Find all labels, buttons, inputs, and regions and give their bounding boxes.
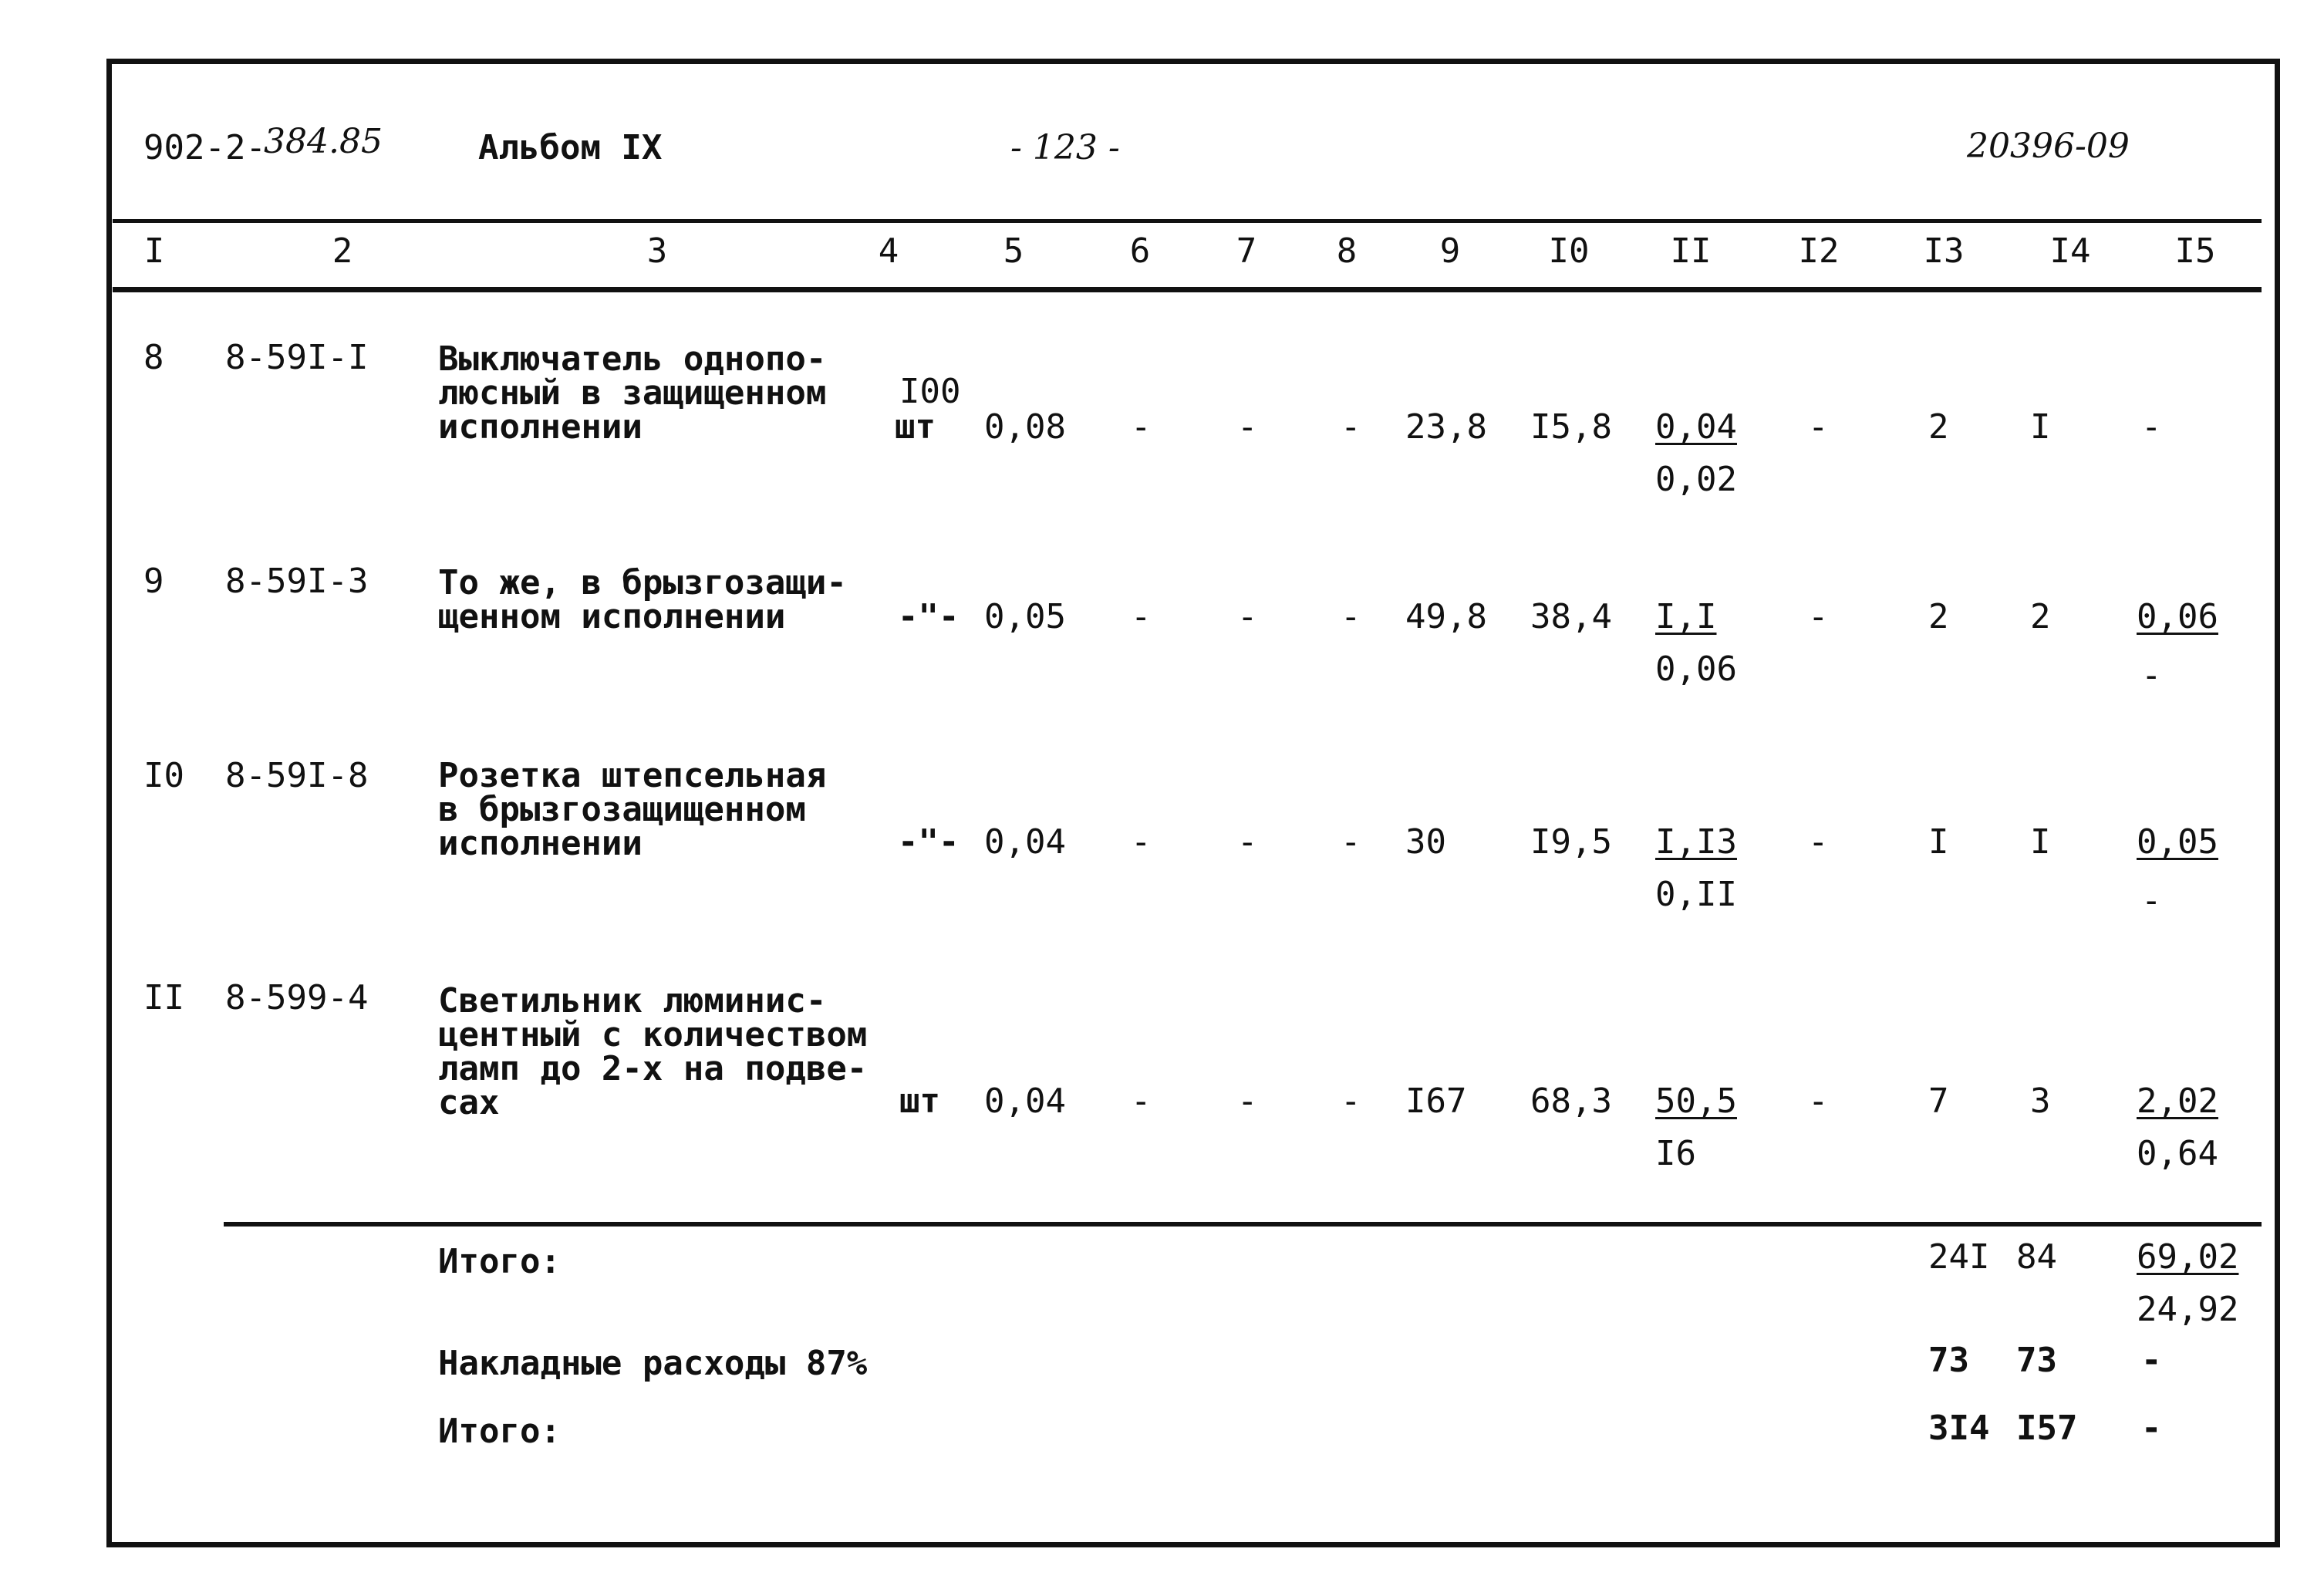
overhead-cell-13: 73 — [1928, 1341, 1969, 1380]
row-cell-10: 38,4 — [1530, 597, 1612, 636]
album-label: Альбом IX — [478, 128, 663, 167]
row-cell-15-bottom: - — [2141, 881, 2162, 920]
row-cell-5: 0,08 — [984, 407, 1066, 447]
row-cell-15-top: 0,06 — [2137, 597, 2218, 636]
row-cell-15-bottom: - — [2141, 656, 2162, 695]
row-unit: шт — [899, 1081, 940, 1121]
column-header: 3 — [646, 231, 668, 271]
totals-cell-15-top: 69,02 — [2137, 1237, 2239, 1277]
column-header: I3 — [1923, 231, 1965, 271]
row-cell-14: I — [2030, 407, 2051, 447]
row-cell-11-top: 0,04 — [1655, 407, 1737, 447]
row-cell-14: 2 — [2030, 597, 2051, 636]
row-cell-7: - — [1237, 407, 1258, 447]
row-cell-15-top: 2,02 — [2137, 1081, 2218, 1121]
overhead-cell-14: 73 — [2016, 1341, 2057, 1380]
row-cell-13: 2 — [1928, 597, 1949, 636]
row-cell-10: I5,8 — [1530, 407, 1612, 447]
row-cell-15-bottom: 0,64 — [2137, 1134, 2218, 1173]
column-header: I5 — [2174, 231, 2216, 271]
row-unit: -"- — [898, 597, 960, 636]
row-cell-12: - — [1808, 597, 1829, 636]
row-number: 9 — [143, 562, 164, 601]
row-cell-8: - — [1341, 1081, 1361, 1121]
grand-total-cell-14: I57 — [2016, 1409, 2078, 1448]
row-number: II — [143, 978, 184, 1017]
row-cell-13: I — [1928, 822, 1949, 862]
row-description: Светильник люминис- центный с количеством ламп до 2-х на подве- сах — [438, 981, 868, 1122]
page-frame — [106, 59, 2280, 1547]
overhead-cell-15: - — [2141, 1341, 2162, 1380]
row-cell-14: I — [2030, 822, 2051, 862]
column-header: 5 — [1003, 231, 1024, 271]
row-cell-13: 2 — [1928, 407, 1949, 447]
overhead-label: Накладные расходы 87% — [438, 1344, 868, 1383]
row-cell-11-bottom: I6 — [1655, 1134, 1696, 1173]
column-header: I — [143, 231, 165, 271]
totals-label: Итого: — [438, 1242, 561, 1281]
row-cell-6: - — [1131, 1081, 1152, 1121]
row-code: 8-59I-3 — [225, 562, 369, 601]
row-cell-5: 0,04 — [984, 822, 1066, 862]
row-code: 8-599-4 — [225, 978, 369, 1017]
row-cell-9: 49,8 — [1405, 597, 1487, 636]
column-header: 9 — [1439, 231, 1461, 271]
row-cell-11-bottom: 0,02 — [1655, 460, 1737, 499]
totals-cell-14: 84 — [2016, 1237, 2057, 1277]
grand-total-cell-13: 3I4 — [1928, 1409, 1990, 1448]
code-handwritten: 384.85 — [264, 122, 383, 161]
column-header: II — [1670, 231, 1712, 271]
row-cell-8: - — [1341, 822, 1361, 862]
row-unit: -"- — [898, 822, 960, 862]
grand-total-label: Итого: — [438, 1412, 561, 1451]
grand-total-cell-15: - — [2141, 1409, 2162, 1448]
header-rule-bottom — [113, 287, 2262, 292]
row-cell-8: - — [1341, 407, 1361, 447]
row-description: То же, в брызгозащи- щенном исполнении — [438, 563, 847, 636]
row-unit-quantity: I00 — [899, 372, 961, 411]
row-cell-7: - — [1237, 1081, 1258, 1121]
column-header: I0 — [1548, 231, 1590, 271]
row-description: Розетка штепсельная в брызгозащищенном исполнении — [438, 756, 827, 863]
row-cell-11-bottom: 0,06 — [1655, 650, 1737, 689]
row-cell-9: I67 — [1405, 1081, 1467, 1121]
totals-cell-13: 24I — [1928, 1237, 1990, 1277]
row-cell-6: - — [1131, 597, 1152, 636]
row-cell-5: 0,05 — [984, 597, 1066, 636]
row-cell-12: - — [1808, 1081, 1829, 1121]
row-cell-15-top: - — [2141, 407, 2162, 447]
row-code: 8-59I-8 — [225, 756, 369, 795]
page-number: - 123 - — [1010, 128, 1120, 167]
row-cell-7: - — [1237, 597, 1258, 636]
row-cell-6: - — [1131, 822, 1152, 862]
row-cell-12: - — [1808, 407, 1829, 447]
row-cell-14: 3 — [2030, 1081, 2051, 1121]
row-cell-13: 7 — [1928, 1081, 1949, 1121]
header-rule-top — [113, 219, 2262, 223]
row-cell-15-top: 0,05 — [2137, 822, 2218, 862]
row-cell-9: 30 — [1405, 822, 1446, 862]
row-cell-10: I9,5 — [1530, 822, 1612, 862]
row-cell-11-bottom: 0,II — [1655, 875, 1737, 914]
column-header: 8 — [1336, 231, 1358, 271]
row-cell-11-top: I,I — [1655, 597, 1717, 636]
column-header: 7 — [1236, 231, 1257, 271]
row-cell-11-top: I,I3 — [1655, 822, 1737, 862]
column-header: I4 — [2049, 231, 2091, 271]
row-cell-10: 68,3 — [1530, 1081, 1612, 1121]
totals-cell-15-bottom: 24,92 — [2137, 1290, 2239, 1329]
row-cell-12: - — [1808, 822, 1829, 862]
column-header: 2 — [332, 231, 353, 271]
totals-rule — [224, 1222, 2262, 1227]
column-header: I2 — [1798, 231, 1840, 271]
row-cell-6: - — [1131, 407, 1152, 447]
row-cell-7: - — [1237, 822, 1258, 862]
row-description: Выключатель однопо- люсный в защищенном исполнении — [438, 339, 827, 447]
doc-number: 20396-09 — [1967, 127, 2130, 166]
row-code: 8-59I-I — [225, 338, 369, 377]
row-cell-11-top: 50,5 — [1655, 1081, 1737, 1121]
row-unit: шт — [895, 407, 936, 447]
code-prefix: 902-2- — [143, 128, 266, 167]
column-header: 4 — [878, 231, 899, 271]
row-cell-8: - — [1341, 597, 1361, 636]
column-header: 6 — [1129, 231, 1151, 271]
row-cell-5: 0,04 — [984, 1081, 1066, 1121]
row-cell-9: 23,8 — [1405, 407, 1487, 447]
row-number: 8 — [143, 338, 164, 377]
row-number: I0 — [143, 756, 184, 795]
